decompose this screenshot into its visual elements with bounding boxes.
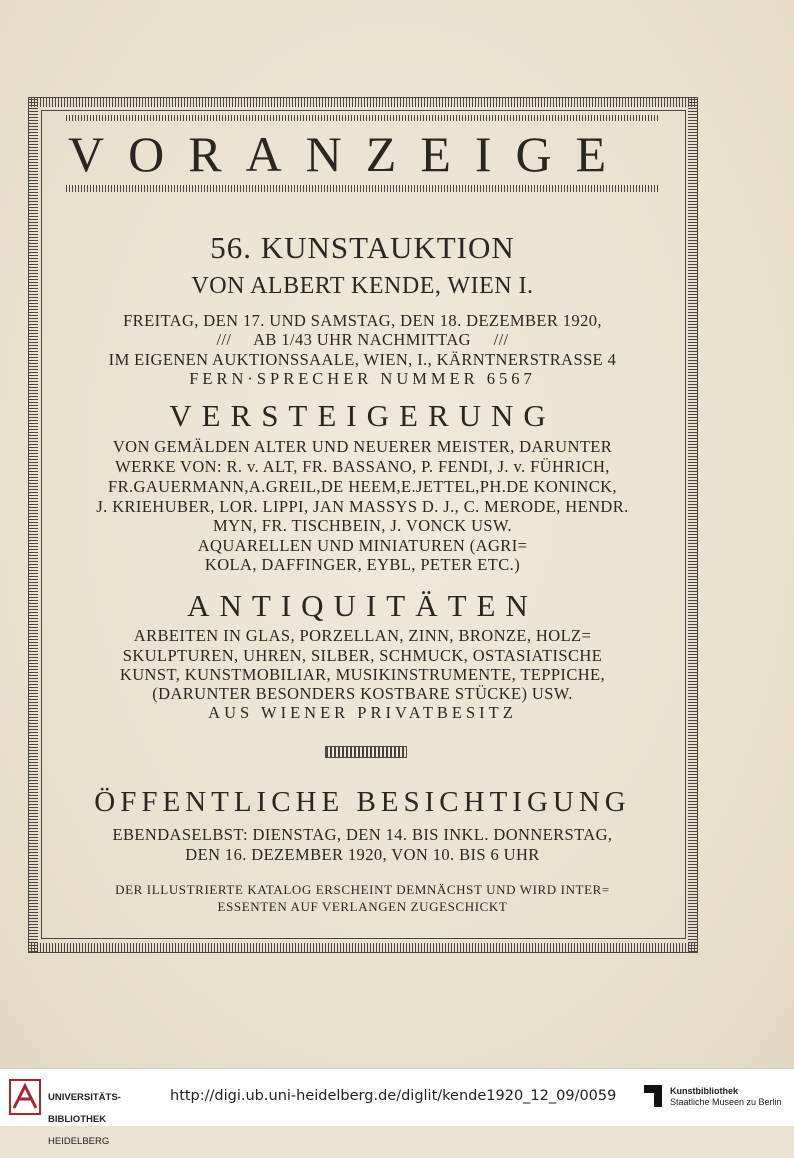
title-hatch-bottom	[66, 185, 658, 192]
antiquitaeten-line: ARBEITEN IN GLAS, PORZELLAN, ZINN, BRONZE, HOLZ=	[133, 626, 592, 645]
page-title: VORANZEIGE	[68, 126, 631, 182]
library-name-line: BIBLIOTHEK	[48, 1114, 107, 1125]
partner-title: Kunstbibliothek	[670, 1086, 738, 1096]
title-hatch-top	[66, 115, 658, 121]
time-line: /// AB 1/43 UHR NACHMITTAG ///	[216, 330, 509, 349]
antiquitaeten-line: KUNST, KUNSTMOBILIAR, MUSIKINSTRUMENTE, TEPPICHE,	[119, 665, 606, 684]
besichtigung-line: DEN 16. DEZEMBER 1920, VON 10. BIS 6 UHR	[185, 845, 540, 864]
inner-rule-right	[685, 110, 686, 938]
versteigerung-line: J. KRIEHUBER, LOR. LIPPI, JAN MASSYS D. J., C. MERODE, HENDR.	[96, 497, 629, 516]
library-name-line: HEIDELBERG	[48, 1136, 110, 1147]
university-library-logo-icon[interactable]	[8, 1078, 42, 1116]
dates-line: FREITAG, DEN 17. UND SAMSTAG, DEN 18. DEZEMBER 1920,	[123, 311, 602, 330]
border-hatch-bottom	[28, 943, 698, 952]
versteigerung-line: AQUARELLEN UND MINIATUREN (AGRI=	[197, 536, 528, 555]
antiquitaeten-line: (DARUNTER BESONDERS KOSTBARE STÜCKE) USW.	[152, 684, 573, 703]
inner-rule-top	[41, 110, 686, 111]
permalink-url[interactable]: http://digi.ub.uni-heidelberg.de/diglit/kende1920_12_09/0059	[170, 1088, 617, 1104]
besichtigung-line: EBENDASELBST: DIENSTAG, DEN 14. BIS INKL. DONNERSTAG,	[112, 825, 613, 844]
auction-heading: 56. KUNSTAUKTION	[210, 230, 515, 265]
versteigerung-line: VON GEMÄLDEN ALTER UND NEUERER MEISTER, DARUNTER	[112, 437, 613, 456]
versteigerung-line: FR.GAUERMANN,A.GREIL,DE HEEM,E.JETTEL,PH.DE KONINCK,	[108, 477, 617, 496]
section-heading-besichtigung: ÖFFENTLICHE BESICHTIGUNG	[94, 786, 631, 818]
ornament-divider	[325, 746, 407, 758]
catalog-note-line: DER ILLUSTRIERTE KATALOG ERSCHEINT DEMNÄCHST UND WIRD INTER=	[115, 882, 610, 897]
versteigerung-line: MYN, FR. TISCHBEIN, J. VONCK USW.	[213, 516, 512, 535]
university-library-name	[48, 1081, 121, 1158]
partner-name	[670, 1086, 782, 1108]
venue-line: IM EIGENEN AUKTIONSSAALE, WIEN, I., KÄRNTNERSTRASSE 4	[108, 350, 617, 369]
border-hatch-top	[28, 98, 698, 107]
partner-subtitle: Staatliche Museen zu Berlin	[670, 1097, 782, 1107]
antiquitaeten-line: SKULPTUREN, UHREN, SILBER, SCHMUCK, OSTASIATISCHE	[122, 646, 603, 665]
antiquitaeten-line: AUS WIENER PRIVATBESITZ	[208, 703, 517, 722]
versteigerung-line: WERKE VON: R. v. ALT, FR. BASSANO, P. FENDI, J. v. FÜHRICH,	[115, 457, 610, 476]
auctioneer-line: VON ALBERT KENDE, WIEN I.	[191, 273, 534, 299]
section-heading-versteigerung: VERSTEIGERUNG	[169, 398, 556, 433]
library-name-line: UNIVERSITÄTS-	[48, 1092, 121, 1103]
phone-line: FERN·SPRECHER NUMMER 6567	[189, 369, 536, 388]
inner-rule-bottom	[41, 938, 686, 939]
border-hatch-right	[688, 98, 697, 952]
catalog-note-line: ESSENTEN AUF VERLANGEN ZUGESCHICKT	[217, 899, 508, 914]
versteigerung-line: KOLA, DAFFINGER, EYBL, PETER ETC.)	[204, 555, 521, 574]
viewer-footer	[0, 1068, 794, 1147]
section-heading-antiquitaeten: ANTIQUITÄTEN	[187, 588, 538, 623]
kunstbibliothek-logo-icon[interactable]	[642, 1083, 664, 1109]
border-hatch-left	[29, 98, 38, 952]
